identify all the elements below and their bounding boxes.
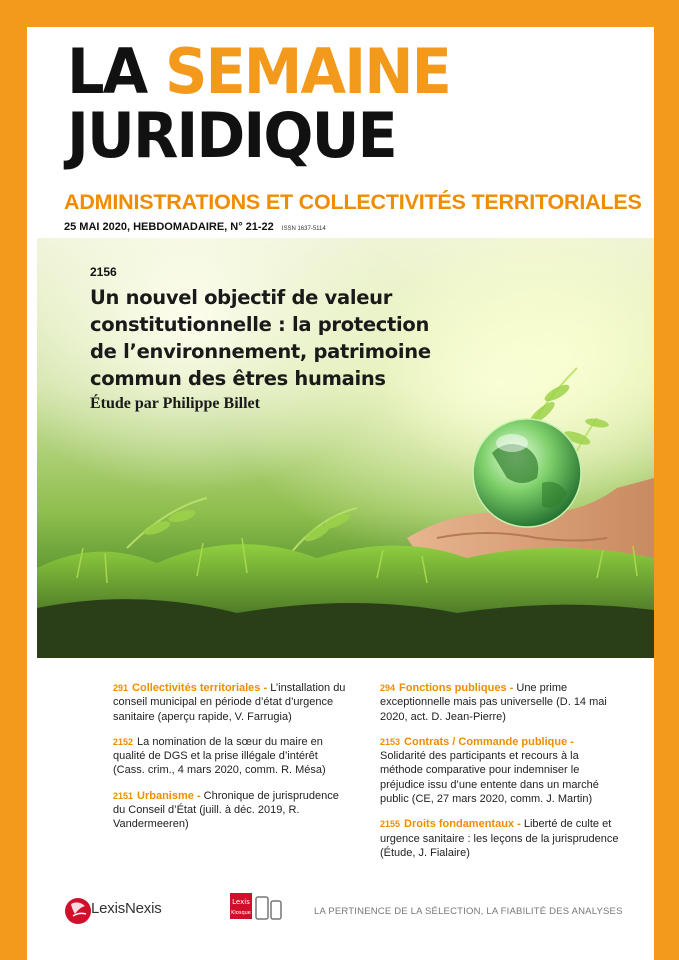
footer	[27, 889, 654, 929]
masthead-word-semaine: SEMAINE	[164, 35, 450, 108]
toc-entry[interactable]	[380, 817, 620, 860]
toc-text: Liberté de culte et urgence sanitaire : les leçons de la jurisprudence (Étude, J. Fialaire)	[380, 818, 619, 859]
toc-entry[interactable]	[380, 735, 620, 806]
article-title	[90, 284, 490, 392]
toc-category: Urbanisme	[137, 789, 194, 802]
hero-image	[37, 238, 654, 658]
kiosque-label-bottom: Kiosque	[231, 910, 251, 916]
toc-category: Collectivités territoriales	[132, 682, 261, 694]
masthead-line-1	[67, 35, 450, 108]
toc-entry[interactable]	[380, 681, 620, 724]
toc-dash: -	[506, 682, 517, 694]
toc-number: 291	[113, 683, 129, 693]
toc-category: Contrats / Commande publique	[404, 735, 568, 748]
publication-subtitle: ADMINISTRATIONS ET COLLECTIVITÉS TERRITORIALES	[64, 190, 642, 214]
toc-entry[interactable]	[113, 735, 351, 778]
toc-left-column	[113, 681, 351, 843]
toc-text: Chronique de jurisprudence du Conseil d’État (juill. à déc. 2019, R. Vandermeeren)	[113, 789, 339, 831]
toc-text: L’installation du conseil municipal en période d’état d’urgence sanitaire (aperçu rapide, V. Farrugia)	[113, 682, 346, 723]
toc-number: 2153	[380, 736, 401, 747]
issue-date: 25 MAI 2020, HEBDOMADAIRE, N° 21-22	[64, 221, 274, 233]
toc-text: Solidarité des participants et recours à la méthode comparative pour indemniser le préjudice issu d’une entente dans un marché public (CE, 27 mars 2020, comm. J. Martin)	[380, 750, 599, 806]
toc-entry[interactable]	[113, 681, 351, 724]
tagline: LA PERTINENCE DE LA SÉLECTION, LA FIABILITÉ DES ANALYSES	[314, 906, 623, 917]
toc-right-column	[380, 681, 620, 871]
article-title-line: Un nouvel objectif de valeur	[90, 286, 393, 309]
toc-number: 2151	[113, 790, 134, 801]
article-title-line: constitutionnelle : la protection	[90, 313, 430, 336]
toc-number: 2152	[113, 736, 134, 747]
article-title-line: commun des êtres humains	[90, 367, 386, 390]
toc-dash: -	[260, 682, 271, 694]
lexisnexis-logo-icon	[63, 894, 93, 926]
article-title-line: de l’environnement, patrimoine	[90, 340, 431, 363]
toc-entry[interactable]	[113, 789, 351, 832]
issue-line	[64, 221, 326, 233]
kiosque-label-top: Lexis	[232, 898, 250, 906]
article-author: Étude par Philippe Billet	[90, 395, 260, 412]
toc-number: 2155	[380, 819, 401, 830]
toc-category: Droits fondamentaux	[404, 818, 515, 831]
toc-category: Fonctions publiques	[399, 682, 507, 694]
masthead-word-la: LA	[67, 35, 147, 108]
publisher-name: LexisNexis	[91, 900, 162, 917]
toc-dash: -	[514, 818, 524, 831]
toc-dash: -	[193, 789, 204, 802]
cover-page	[27, 27, 654, 960]
article-number: 2156	[90, 265, 117, 279]
masthead-word-juridique: JURIDIQUE	[67, 99, 396, 172]
toc-text: Une prime exceptionnelle mais pas universelle (D. 14 mai 2020, act. D. Jean-Pierre)	[380, 682, 607, 723]
toc-dash: -	[567, 735, 574, 748]
issn: ISSN 1637-5114	[281, 226, 326, 232]
toc-text: La nomination de la sœur du maire en qualité de DGS et la prise illégale d’intérêt (Cass. crim., 4 mars 2020, comm. R. Mésa)	[113, 735, 326, 777]
toc-number: 294	[380, 683, 396, 693]
lexis-kiosque-logo-icon	[230, 893, 282, 923]
